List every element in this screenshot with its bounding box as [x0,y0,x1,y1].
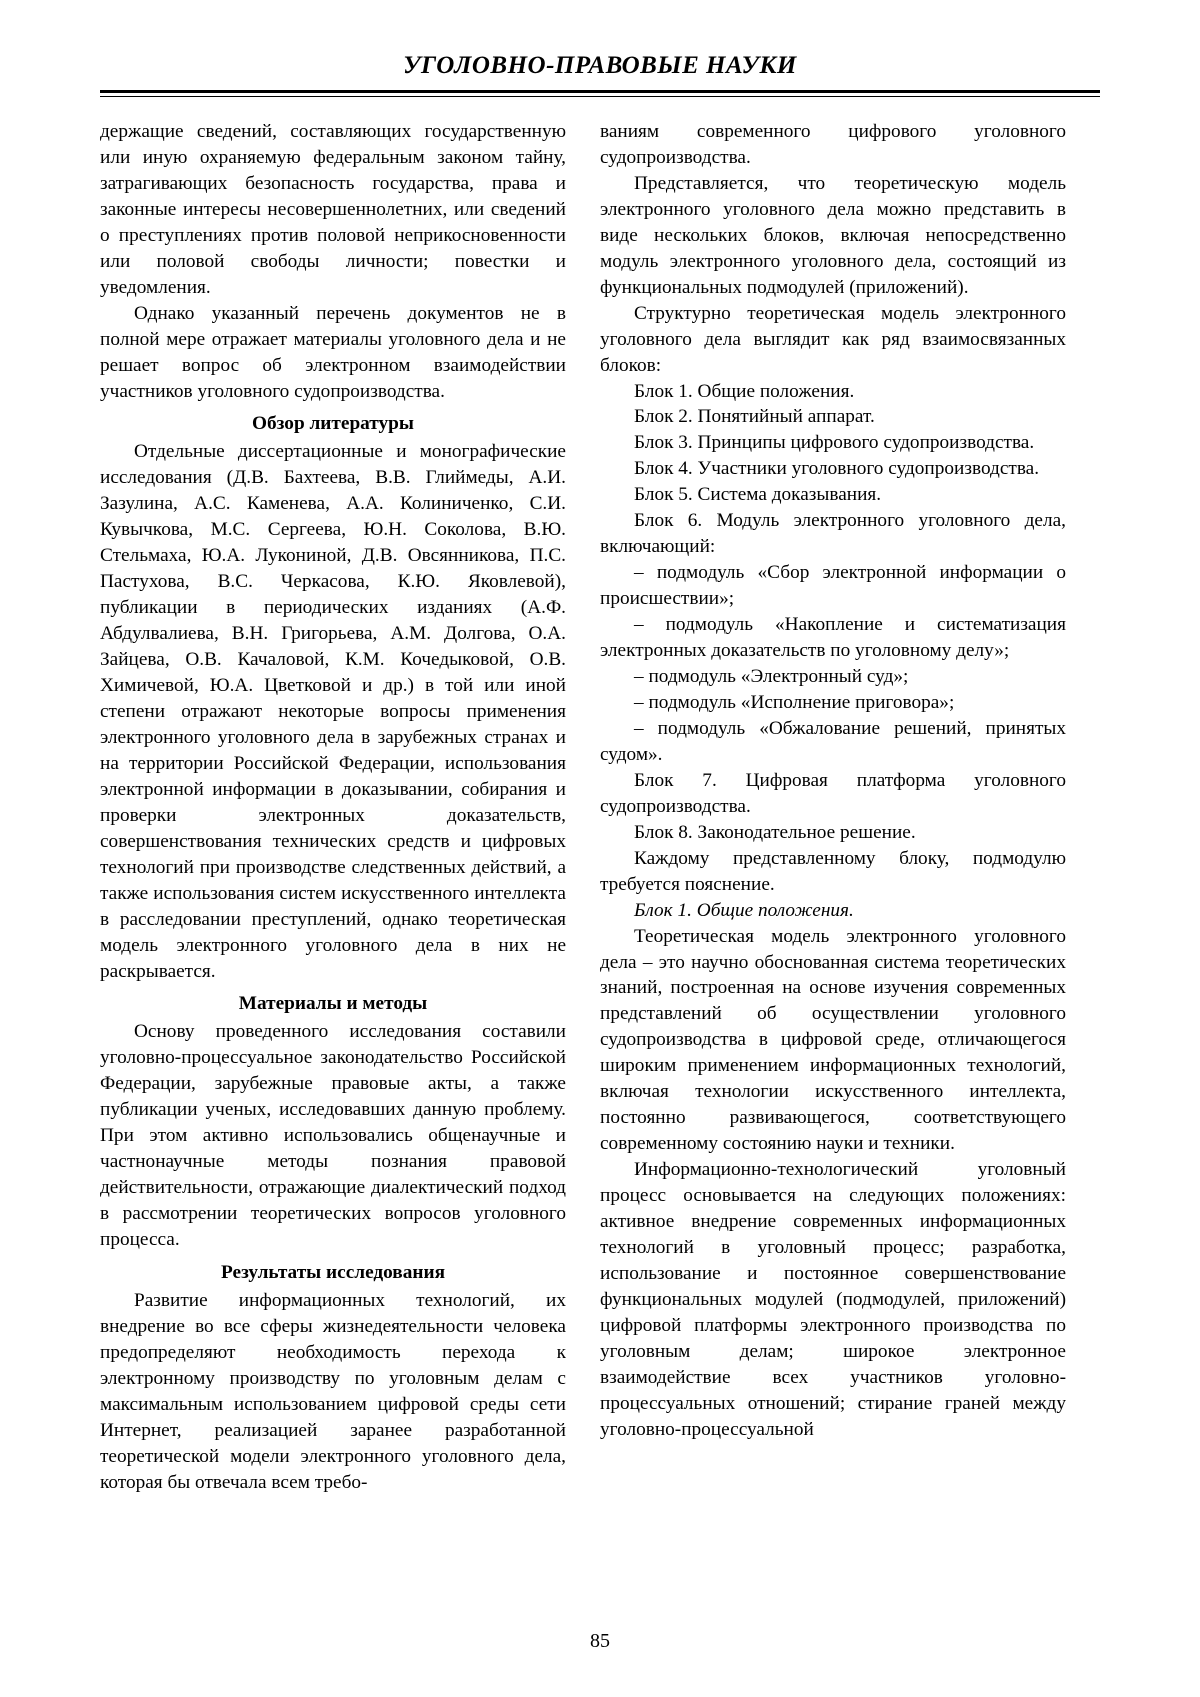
paragraph: – подмодуль «Электронный суд»; [634,666,909,688]
paragraph: Каждому представленному блоку, подмодулю требуется пояснение. [600,847,1066,895]
paragraph: Отдельные диссертационные и монографические исследования (Д.В. Бахтеева, В.В. Глиймеды, А.И. Зазулина, А.С. Каменева, А.А. Колиниченко, С.И. Кувычкова, М.С. Сергеева, Ю.Н. Соколова, В.Ю. Стельмаха, Ю.А. Лукониной, Д.В. Овсянникова, П.С. Пастухова, В.С. Черкасова, К.Ю. Яковлевой), публикации в периодических изданиях (А.Ф. Абдулвалиева, В.Н. Григорьева, А.М. Долгова, О.А. Зайцева, О.В. Качаловой, К.М. Кочедыковой, О.В. Химичевой, Ю.А. Цветковой и др.) в той или иной степени отражают некоторые вопросы применения электронного уголовного дела в зарубежных странах и на территории Российской Федерации, использования электронной информации в доказывании, собирания и проверки электронных доказательств, совершенствования технических средств и цифровых технологий при производстве следственных действий, а также использования систем искусственного интеллекта в расследовании преступлений, однако теоретическая модель электронного уголовного дела в них не раскрывается. [100,441,566,982]
paragraph: Структурно теоретическая модель электронного уголовного дела выглядит как ряд взаимосвязанных блоков: [600,302,1066,376]
paragraph: ваниям современного цифрового уголовного судопроизводства. [600,121,1066,168]
paragraph-italic-heading: Блок 1. Общие положения. [634,899,854,921]
section-heading: Материалы и методы [238,993,428,1015]
paragraph: – подмодуль «Исполнение приговора»; [634,691,955,713]
two-column-body [100,119,1100,1496]
paragraph: Представляется, что теоретическую модель электронного уголовного дела можно представить в виде нескольких блоков, включая непосредственно модуль электронного уголовного дела, состоящий из функциональных подмодулей (приложений). [600,172,1066,298]
paragraph: Основу проведенного исследования составили уголовно-процессуальное законодательство Российской Федерации, зарубежные правовые акты, а также публикации ученых, исследовавших данную проблему. При этом активно использовались общенаучные и частнонаучные методы познания правовой действительности, отражающие диалектический подход в рассмотрении теоретических вопросов уголовного процесса. [100,1021,566,1251]
paragraph: держащие сведений, составляющих государственную или иную охраняемую федеральным законом тайну, затрагивающих безопасность государства, права и законные интересы несовершеннолетних, или сведений о преступлениях против половой неприкосновенности или половой свободы личности; повестки и уведомления. [100,121,566,298]
page-number: 85 [590,1630,610,1652]
paragraph: Блок 5. Система доказывания. [634,484,882,506]
left-column [100,119,566,1496]
paragraph: Блок 8. Законодательное решение. [634,821,916,843]
section-heading: Обзор литературы [252,413,414,435]
paragraph: Однако указанный перечень документов не в полной мере отражает материалы уголовного дела и не решает вопрос об электронном взаимодействии участников уголовного судопроизводства. [100,302,566,402]
paragraph: Блок 2. Понятийный аппарат. [634,406,875,428]
paragraph: Теоретическая модель электронного уголовного дела – это научно обоснованная система теоретических знаний, построенная на основе изучения современных представлений об осуществлении уголовного судопроизводства в цифровой среде, отличающегося широким применением информационных технологий, включая технологии искусственного интеллекта, постоянно развивающегося, соответствующего современному состоянию науки и техники. [600,925,1066,1155]
right-column [600,119,1066,1443]
paragraph: – подмодуль «Обжалование решений, принятых судом». [600,717,1066,765]
running-head: УГОЛОВНО-ПРАВОВЫЕ НАУКИ [403,52,797,79]
paragraph: Блок 4. Участники уголовного судопроизводства. [634,458,1040,480]
paragraph: – подмодуль «Сбор электронной информации о происшествии»; [600,562,1066,610]
header-divider [100,90,1100,97]
paragraph: – подмодуль «Накопление и систематизация электронных доказательств по уголовному делу»; [600,614,1066,662]
section-heading: Результаты исследования [220,1261,446,1283]
paragraph: Блок 3. Принципы цифрового судопроизводства. [634,432,1035,454]
paragraph: Блок 7. Цифровая платформа уголовного судопроизводства. [600,769,1066,817]
paragraph: Развитие информационных технологий, их внедрение во все сферы жизнедеятельности человека предопределяют необходимость перехода к электронному производству по уголовным делам с максимальным использованием цифровой среды сети Интернет, реализацией заранее разработанной теоретической модели электронного уголовного дела, которая бы отвечала всем требо- [100,1289,566,1493]
paragraph: Блок 6. Модуль электронного уголовного дела, включающий: [600,510,1066,558]
paragraph: Блок 1. Общие положения. [634,380,855,402]
paragraph: Информационно-технологический уголовный процесс основывается на следующих положениях: активное внедрение современных информационных технологий в уголовный процесс; разработка, использование и постоянное совершенствование функциональных модулей (подмодулей, приложений) цифровой платформы электронного производства по уголовным делам; широкое электронное взаимодействие всех участников уголовно-процессуальных отношений; стирание граней между уголовно-процессуальной [600,1159,1066,1440]
